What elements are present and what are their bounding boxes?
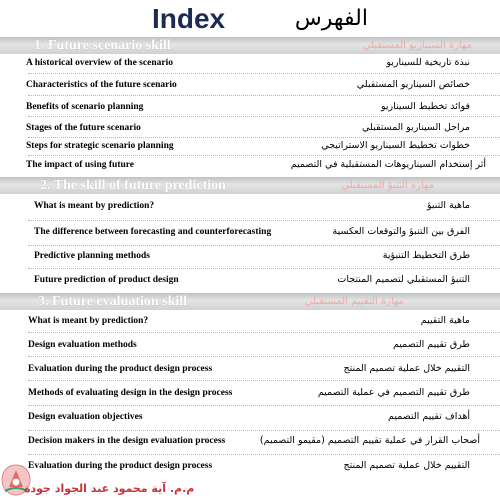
divider [28,430,500,431]
entry-ar: طرق تقييم التصميم في عملية التصميم [317,387,470,398]
divider [28,356,500,357]
index-entry [0,224,500,242]
entry-ar: ماهية التقييم [420,315,470,326]
divider [28,95,500,96]
section-title-ar: مهارة التنبؤ المستقبلي [341,180,434,191]
entry-en: Design evaluation objectives [28,412,143,422]
index-entry [0,138,500,156]
index-entry [0,120,500,138]
entry-en: The difference between forecasting and counterforecasting [34,227,272,237]
entry-en: What is meant by prediction? [34,201,155,211]
index-entry [0,157,500,175]
entry-en: What is meant by prediction? [28,316,149,326]
entry-en: Characteristics of the future scenario [26,80,177,90]
divider [28,73,500,74]
entry-ar: خطوات تخطيط السيناريو الاستراتيجي [321,140,470,151]
index-entry [0,313,500,331]
entry-en: Evaluation during the product design process [28,461,213,471]
entry-ar: مراحل السيناريو المستقبلي [362,122,470,133]
entry-ar: أثر إستخدام السيناريوهات المستقبلية في التصميم [290,159,486,170]
entry-ar: التقييم خلال عملية تصميم المنتج [343,460,470,471]
author-credit: م.م. آية محمود عبد الجواد جودة [24,482,195,495]
section-title-ar: مهارة التقييم المستقبلي [304,296,404,307]
entry-en: Methods of evaluating design in the design process [28,388,233,398]
entry-ar: خصائص السيناريو المستقبلي [356,79,470,90]
entry-ar: التنبؤ المستقبلي لتصميم المنتجات [337,274,470,285]
page-title-arabic: الفهرس [294,6,368,31]
page-title: Index [152,3,226,34]
entry-en: Predictive planning methods [34,251,150,261]
section-title-en: 1. Future scenario skill [34,38,171,53]
entry-ar: أصحاب القرار في عملية تقييم التصميم (مقيمو التصميم) [259,435,480,446]
index-entry [0,433,500,451]
divider [28,380,500,381]
section-title-en: 2. The skill of future prediction [40,178,226,193]
divider [28,454,500,455]
section-header-3 [0,293,500,310]
index-entry [0,55,500,73]
index-entry [0,409,500,427]
divider [28,268,500,269]
index-entry [0,458,500,476]
divider [28,405,500,406]
index-entry [0,248,500,266]
index-entry [0,361,500,379]
entry-ar: الفرق بين التنبؤ والتوقعات العكسية [332,226,470,237]
entry-en: The impact of using future [26,160,135,170]
divider [28,155,500,156]
divider [28,332,500,333]
index-entry [0,198,500,216]
entry-en: A historical overview of the scenario [26,58,173,68]
entry-en: Evaluation during the product design process [28,364,213,374]
entry-en: Stages of the future scenario [26,123,141,133]
index-entry [0,385,500,403]
entry-en: Future prediction of product design [34,275,179,285]
entry-ar: التقييم خلال عملية تصميم المنتج [343,363,470,374]
section-title-en: 3. Future evaluation skill [38,294,188,309]
entry-ar: أهداف تقييم التصميم [388,411,470,422]
section-header-1 [0,37,500,54]
entry-en: Design evaluation methods [28,340,137,350]
index-entry [0,99,500,117]
section-header-2 [0,177,500,194]
entry-en: Benefits of scenario planning [26,102,144,112]
entry-en: Steps for strategic scenario planning [26,141,174,151]
index-entry [0,337,500,355]
entry-ar: فوائد تخطيط السيناريو [381,101,470,112]
entry-ar: ماهية التنبؤ [426,200,470,211]
section-title-ar: مهارة السيناريو المستقبلي [362,40,472,51]
index-entry [0,77,500,95]
divider [28,220,500,221]
divider [28,116,500,117]
index-entry [0,272,500,290]
entry-ar: نبذة تاريخية للسيناريو [386,57,470,68]
entry-en: Decision makers in the design evaluation process [28,436,226,446]
divider [28,245,500,246]
entry-ar: طرق تقييم التصميم [392,339,470,350]
entry-ar: طرق التخطيط التنبؤية [382,250,470,261]
